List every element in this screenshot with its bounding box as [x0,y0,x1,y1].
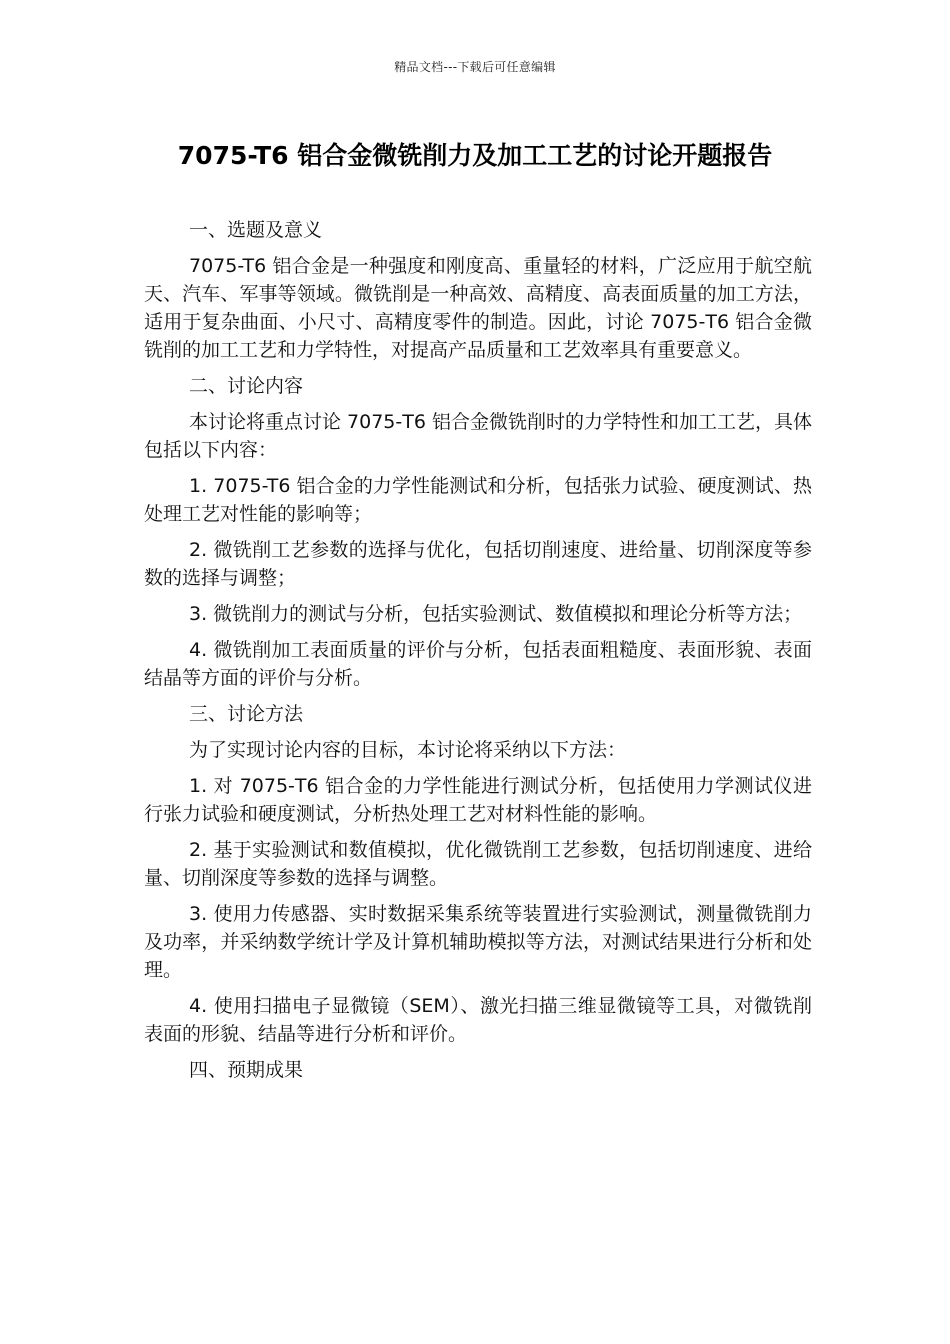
section-heading-content: 二、讨论内容 [189,375,304,397]
section-heading-topic: 一、选题及意义 [189,219,323,241]
list-item-method-4: 4. 使用扫描电子显微镜（SEM）、激光扫描三维显微镜等工具，对微铣削表面的形貌、结晶等进行分析和评价。 [144,995,812,1045]
document-title: 7075-T6 铝合金微铣削力及加工工艺的讨论开题报告 [177,141,773,170]
page-header-note: 精品文档---下载后可任意编辑 [394,60,556,74]
paragraph-content-intro: 本讨论将重点讨论 7075-T6 铝合金微铣削时的力学特性和加工工艺，具体包括以下内容： [144,411,812,461]
section-heading-method: 三、讨论方法 [189,703,304,725]
list-item-content-3: 3. 微铣削力的测试与分析，包括实验测试、数值模拟和理论分析等方法； [189,603,803,625]
section-heading-outcomes: 四、预期成果 [189,1059,304,1081]
paragraph-method-intro: 为了实现讨论内容的目标，本讨论将采纳以下方法： [189,739,627,761]
list-item-content-4: 4. 微铣削加工表面质量的评价与分析，包括表面粗糙度、表面形貌、表面结晶等方面的评价与分析。 [144,639,812,689]
document-body [144,216,812,1092]
list-item-method-2: 2. 基于实验测试和数值模拟，优化微铣削工艺参数，包括切削速度、进给量、切削深度等参数的选择与调整。 [144,839,812,889]
list-item-content-1: 1. 7075-T6 铝合金的力学性能测试和分析，包括张力试验、硬度测试、热处理工艺对性能的影响等； [144,475,812,525]
paragraph-significance: 7075-T6 铝合金是一种强度和刚度高、重量轻的材料，广泛应用于航空航天、汽车、军事等领域。微铣削是一种高效、高精度、高表面质量的加工方法，适用于复杂曲面、小尺寸、高精度零件的制造。因此，讨论 7075-T6 铝合金微铣削的加工工艺和力学特性，对提高产品质量和工艺效率具有重要意义。 [144,255,812,361]
list-item-method-3: 3. 使用力传感器、实时数据采集系统等装置进行实验测试，测量微铣削力及功率，并采纳数学统计学及计算机辅助模拟等方法，对测试结果进行分析和处理。 [144,903,812,981]
list-item-content-2: 2. 微铣削工艺参数的选择与优化，包括切削速度、进给量、切削深度等参数的选择与调整； [144,539,812,589]
list-item-method-1: 1. 对 7075-T6 铝合金的力学性能进行测试分析，包括使用力学测试仪进行张力试验和硬度测试，分析热处理工艺对材料性能的影响。 [144,775,812,825]
